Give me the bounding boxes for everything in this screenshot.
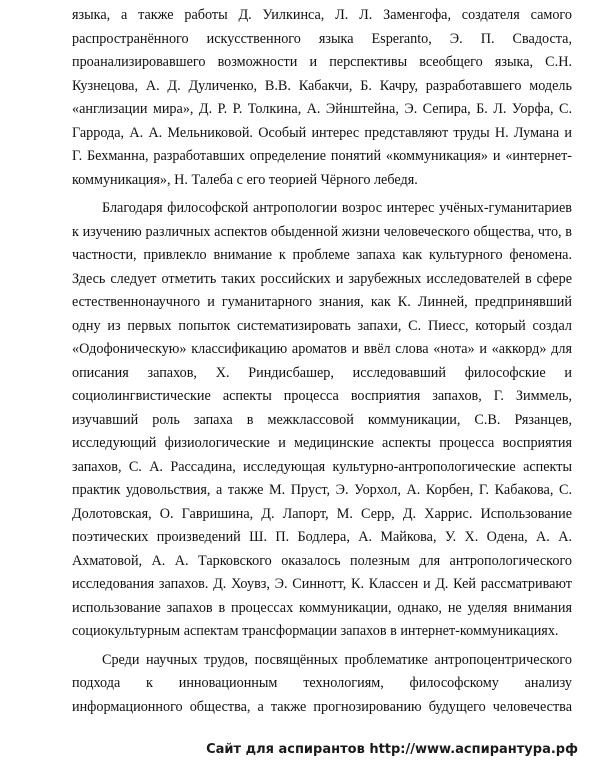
text-line: распространённого искусственного языка Esperanto, Э. П. Свадоста, [72, 30, 572, 47]
text-line: «Одофоническую» классификацию ароматов и ввёл слова «нота» и «аккорд» для [72, 341, 572, 357]
text-line: исследования запахов. Д. Хоувз, Э. Синнотт, К. Классен и Д. Кей рассматривают [72, 576, 572, 592]
text-line: проанализировавшего возможности и перспективы всеобщего языка, С.Н. [72, 54, 572, 70]
text-line: одну из первых попыток систематизировать запахи, С. Пиесс, который создал [72, 317, 572, 334]
text-line: использование запахов в процессах коммуникации, однако, не уделяя внимания [72, 599, 572, 616]
paragraph-2 [72, 197, 572, 644]
text-line: информационного общества, а также прогнозированию будущего человечества [72, 698, 572, 715]
text-line: Среди научных трудов, посвящённых проблематике антропоцентрического [102, 651, 572, 668]
text-line: естественнонаучного и гуманитарного знания, как К. Линней, предпринявший [72, 294, 572, 310]
text-line: коммуникация», Н. Талеба с его теорией Чёрного лебедя. [72, 171, 418, 188]
text-line: к изучению различных аспектов обыденной жизни человеческого общества, что, в [72, 223, 572, 240]
text-line: Г. Бехманна, разработавших определение понятий «коммуникация» и «интернет- [72, 148, 572, 164]
text-line: Ахматовой, А. А. Тарковского оказалось полезным для антропологического [72, 552, 572, 569]
text-line: исследующий физиологические и медицинские аспекты процесса восприятия [72, 435, 572, 451]
paragraph-1 [72, 4, 572, 192]
text-line: языка, а также работы Д. Уилкинса, Л. Л. Заменгофа, создателя самого [72, 7, 572, 23]
text-line: практик удовольствия, а также М. Пруст, Э. Уорхол, А. Корбен, Г. Кабакова, С. [72, 482, 572, 498]
text-line: изучавший роль запаха в межклассовой коммуникации, С.В. Рязанцев, [72, 411, 572, 428]
text-line: социолингвистические аспекты процесса восприятия запахов, Г. Зиммель, [72, 388, 572, 404]
text-line: запахов, С. А. Рассадина, исследующая культурно-антропологические аспекты [72, 458, 572, 475]
paragraph-3 [72, 649, 572, 720]
document-page [72, 4, 572, 719]
text-line: Здесь следует отметить таких российских и зарубежных исследователей в сфере [72, 270, 572, 287]
text-line: Благодаря философской антропологии возрос интерес учёных-гуманитариев [102, 200, 572, 216]
text-line: описания запахов, Х. Риндисбашер, исследовавший философские и [72, 364, 572, 381]
text-line: поэтических произведений Ш. П. Бодлера, А. Майкова, У. Х. Одена, А. А. [72, 529, 572, 545]
text-line: подхода к инновационным технологиям, философскому анализу [72, 675, 572, 691]
site-footer-watermark: Сайт для аспирантов http://www.аспирантура.рф [206, 742, 578, 757]
text-line: Долотовская, О. Гавришина, Д. Лапорт, М. Серр, Д. Харрис. Использование [72, 505, 572, 522]
text-line: «англизации мира», Д. Р. Р. Толкина, А. Эйнштейна, Э. Сепира, Б. Л. Уорфа, С. [72, 101, 572, 117]
text-line: частности, привлекло внимание к проблеме запаха как культурного феномена. [72, 247, 572, 263]
text-line: социокультурным аспектам трансформации запахов в интернет-коммуникациях. [72, 623, 559, 639]
text-line: Гаррода, А. А. Мельниковой. Особый интерес представляют труды Н. Лумана и [72, 124, 572, 141]
text-line: Кузнецова, А. Д. Дуличенко, В.В. Кабакчи, Б. Качру, разработавшего модель [72, 77, 572, 94]
